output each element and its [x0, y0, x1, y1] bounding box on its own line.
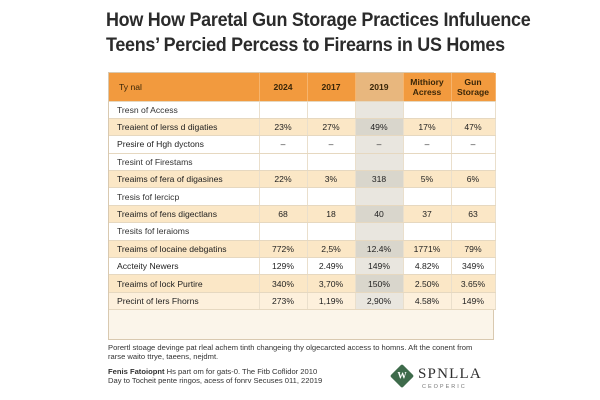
cell-storage: 63: [451, 205, 495, 222]
cell-2019: 40: [355, 205, 403, 222]
cell-access: [403, 223, 451, 240]
source-line2: Day to Tocheit pente ringos, acess of fonrv Secuses 011, 22019: [108, 376, 323, 385]
cell-2024: [259, 153, 307, 170]
table-row: [109, 292, 495, 309]
cell-2017: [307, 153, 355, 170]
cell-access: 4.58%: [403, 292, 451, 309]
chart-title-line1: How How Paretal Gun Storage Practices Infuluence: [106, 9, 531, 31]
row-label: Treaims of fens digectlans: [109, 205, 259, 222]
cell-2024: –: [259, 136, 307, 153]
table-row: [109, 258, 495, 275]
publisher-logo: [392, 364, 496, 394]
cell-2019: [355, 101, 403, 118]
row-label: Treaims of locaine debgatins: [109, 240, 259, 257]
logo-subtext: CEOPERIC: [422, 384, 467, 390]
cell-access: [403, 153, 451, 170]
source-note: [108, 367, 388, 385]
table-header-row: [109, 73, 495, 101]
cell-2024: 772%: [259, 240, 307, 257]
cell-storage: [451, 223, 495, 240]
cell-2017: 18: [307, 205, 355, 222]
header-col-2024: 2024: [259, 73, 307, 101]
cell-2019: 318: [355, 171, 403, 188]
cell-storage: [451, 101, 495, 118]
cell-2019: [355, 223, 403, 240]
cell-storage: [451, 188, 495, 205]
cell-2019: –: [355, 136, 403, 153]
table-body: [109, 101, 495, 310]
cell-2024: 23%: [259, 118, 307, 135]
cell-2017: 3,70%: [307, 275, 355, 292]
cell-2017: 3%: [307, 171, 355, 188]
chart-header: [98, 2, 531, 66]
table-row: [109, 275, 495, 292]
table-row: [109, 153, 495, 170]
row-label: Accteity Newers: [109, 258, 259, 275]
cell-2024: 22%: [259, 171, 307, 188]
cell-2024: 129%: [259, 258, 307, 275]
table-row: [109, 205, 495, 222]
row-label: Treaims of fera of digasines: [109, 171, 259, 188]
cell-2019: [355, 153, 403, 170]
table-row: [109, 101, 495, 118]
cell-2024: 273%: [259, 292, 307, 309]
row-label: Tresits fof leraioms: [109, 223, 259, 240]
cell-access: 37: [403, 205, 451, 222]
row-label: Presire of Hgh dyctons: [109, 136, 259, 153]
row-label: Tresis fof lercicp: [109, 188, 259, 205]
table-row: [109, 240, 495, 257]
cell-storage: 47%: [451, 118, 495, 135]
cell-2024: 340%: [259, 275, 307, 292]
row-label: Tresint of Firestams: [109, 153, 259, 170]
cell-storage: 3.65%: [451, 275, 495, 292]
cell-2017: [307, 188, 355, 205]
cell-2019: 149%: [355, 258, 403, 275]
chart-title-line2: Teens’ Percied Percess to Firearns in US Homes: [106, 34, 505, 56]
cell-storage: 6%: [451, 171, 495, 188]
cell-access: 1771%: [403, 240, 451, 257]
cell-2019: 49%: [355, 118, 403, 135]
cell-access: 4.82%: [403, 258, 451, 275]
table-row: [109, 223, 495, 240]
cell-2024: 68: [259, 205, 307, 222]
cell-access: 17%: [403, 118, 451, 135]
table-row: [109, 118, 495, 135]
logo-text: SPNLLA: [418, 366, 482, 382]
header-col-access: Mithiory Acress: [403, 73, 451, 101]
cell-access: –: [403, 136, 451, 153]
cell-storage: 349%: [451, 258, 495, 275]
cell-2024: [259, 188, 307, 205]
header-col-2019: 2019: [355, 73, 403, 101]
cell-2019: 2,90%: [355, 292, 403, 309]
data-table-container: [108, 72, 494, 340]
cell-2017: [307, 223, 355, 240]
row-label: Treaient of lerss d digaties: [109, 118, 259, 135]
cell-access: [403, 101, 451, 118]
source-label: Fenis Fatoiopnt: [108, 367, 165, 376]
cell-storage: 79%: [451, 240, 495, 257]
row-label: Tresn of Access: [109, 101, 259, 118]
header-col-storage: Gun Storage: [451, 73, 495, 101]
source-line1: Hs part om for gats-0. The Fitb Coflidor 2010: [166, 367, 318, 376]
cell-access: 2.50%: [403, 275, 451, 292]
cell-2017: [307, 101, 355, 118]
cell-2017: 27%: [307, 118, 355, 135]
row-label: Treaims of lock Purtire: [109, 275, 259, 292]
cell-2017: –: [307, 136, 355, 153]
header-label: Ty nal: [109, 73, 259, 101]
cell-storage: [451, 153, 495, 170]
row-label: Precint of lers Fhorns: [109, 292, 259, 309]
table-row: [109, 136, 495, 153]
cell-storage: –: [451, 136, 495, 153]
cell-2024: [259, 223, 307, 240]
data-table: [109, 73, 496, 310]
cell-access: 5%: [403, 171, 451, 188]
cell-2019: 150%: [355, 275, 403, 292]
cell-2019: [355, 188, 403, 205]
cell-2017: 2.49%: [307, 258, 355, 275]
table-row: [109, 188, 495, 205]
header-col-2017: 2017: [307, 73, 355, 101]
logo-mark-icon: W: [390, 364, 414, 388]
footnote: Porertl stoage devinge pat rleal achem tinth changeing thy olgecarcted access to homns. Aft the conent from rarse waito ttrye, taeens, nejdmt.: [108, 343, 473, 361]
cell-storage: 149%: [451, 292, 495, 309]
cell-2017: 1,19%: [307, 292, 355, 309]
cell-2024: [259, 101, 307, 118]
cell-2019: 12.4%: [355, 240, 403, 257]
cell-access: [403, 188, 451, 205]
table-row: [109, 171, 495, 188]
cell-2017: 2,5%: [307, 240, 355, 257]
